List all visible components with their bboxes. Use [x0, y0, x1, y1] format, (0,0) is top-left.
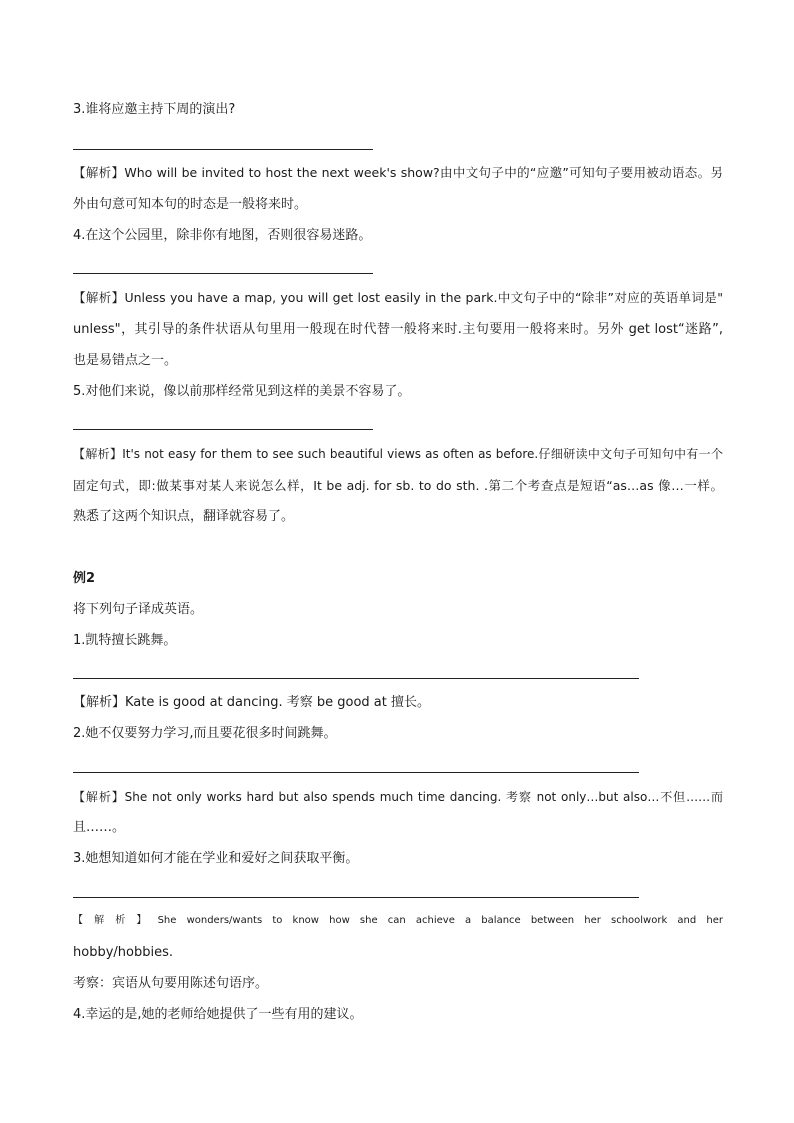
- answer-blank-line: [73, 429, 373, 430]
- example-2-analysis-2-line-1: 【解析】She not only works hard but also spends much time dancing. 考察 not only…but also…不但……而: [73, 790, 723, 804]
- analysis-4-line-2: unless"，其引导的条件状语从句里用一般现在时代替一般将来时.主句要用一般将来时。另外 get lost“迷路”,: [73, 322, 723, 337]
- example-2-question-2: 2.她不仅要努力学习,而且要花很多时间跳舞。: [73, 726, 337, 741]
- example-2-question-1: 1.凯特擅长跳舞。: [73, 633, 177, 648]
- analysis-label: 【解析】: [73, 290, 125, 305]
- example-2-analysis-2-line-2: 且……。: [73, 820, 126, 835]
- analysis-label: 【 解 析 】: [73, 915, 148, 926]
- answer-blank-line: [73, 273, 373, 274]
- analysis-5-line-1: 【解析】It's not easy for them to see such beautiful views as often as before.仔细研读中文句子可知句中有一个: [73, 447, 723, 461]
- example-2-question-3: 3.她想知道如何才能在学业和爱好之间获取平衡。: [73, 851, 359, 866]
- example-2-question-4: 4.幸运的是,她的老师给她提供了一些有用的建议。: [73, 1007, 363, 1022]
- analysis-4-line-1: 【解析】Unless you have a map, you will get lost easily in the park.中文句子中的“除非”对应的英语单词是": [73, 290, 723, 305]
- analysis-label: 【解析】: [73, 447, 123, 461]
- example-2-heading: 例2: [73, 571, 96, 586]
- analysis-5-line-2: 固定句式，即:做某事对某人来说怎么样，It be adj. for sb. to do sth. .第二个考查点是短语“as…as 像…一样。: [73, 478, 723, 493]
- analysis-3-line-2: 外由句意可知本句的时态是一般将来时。: [73, 197, 308, 212]
- analysis-4-line-3: 也是易错点之一。: [73, 353, 178, 368]
- answer-blank-line: [73, 897, 639, 898]
- analysis-label: 【解析】: [73, 165, 125, 180]
- answer-blank-line: [73, 772, 639, 773]
- example-2-analysis-3-line-2: hobby/hobbies.: [73, 945, 173, 960]
- example-2-instruction: 将下列句子译成英语。: [73, 602, 204, 617]
- analysis-label: 【解析】: [73, 790, 125, 804]
- analysis-5-line-3: 熟悉了这两个知识点，翻译就容易了。: [73, 509, 295, 524]
- question-5: 5.对他们来说，像以前那样经常见到这样的美景不容易了。: [73, 384, 411, 399]
- example-2-analysis-3-note: 考察：宾语从句要用陈述句语序。: [73, 976, 269, 991]
- analysis-3-line-1: 【解析】Who will be invited to host the next week's show?由中文句子中的“应邀”可知句子要用被动语态。另: [73, 165, 723, 180]
- question-3: 3.谁将应邀主持下周的演出?: [73, 102, 236, 117]
- example-2-analysis-1: 【解析】Kate is good at dancing. 考察 be good at 擅长。: [73, 695, 430, 710]
- answer-blank-line: [73, 678, 639, 679]
- analysis-label: 【解析】: [73, 695, 126, 710]
- example-2-analysis-3-line-1: 【 解 析 】 She wonders/wants to know how she can achieve a balance between her schoolwork and her: [73, 915, 723, 926]
- question-4: 4.在这个公园里，除非你有地图，否则很容易迷路。: [73, 228, 372, 243]
- answer-blank-line: [73, 149, 373, 150]
